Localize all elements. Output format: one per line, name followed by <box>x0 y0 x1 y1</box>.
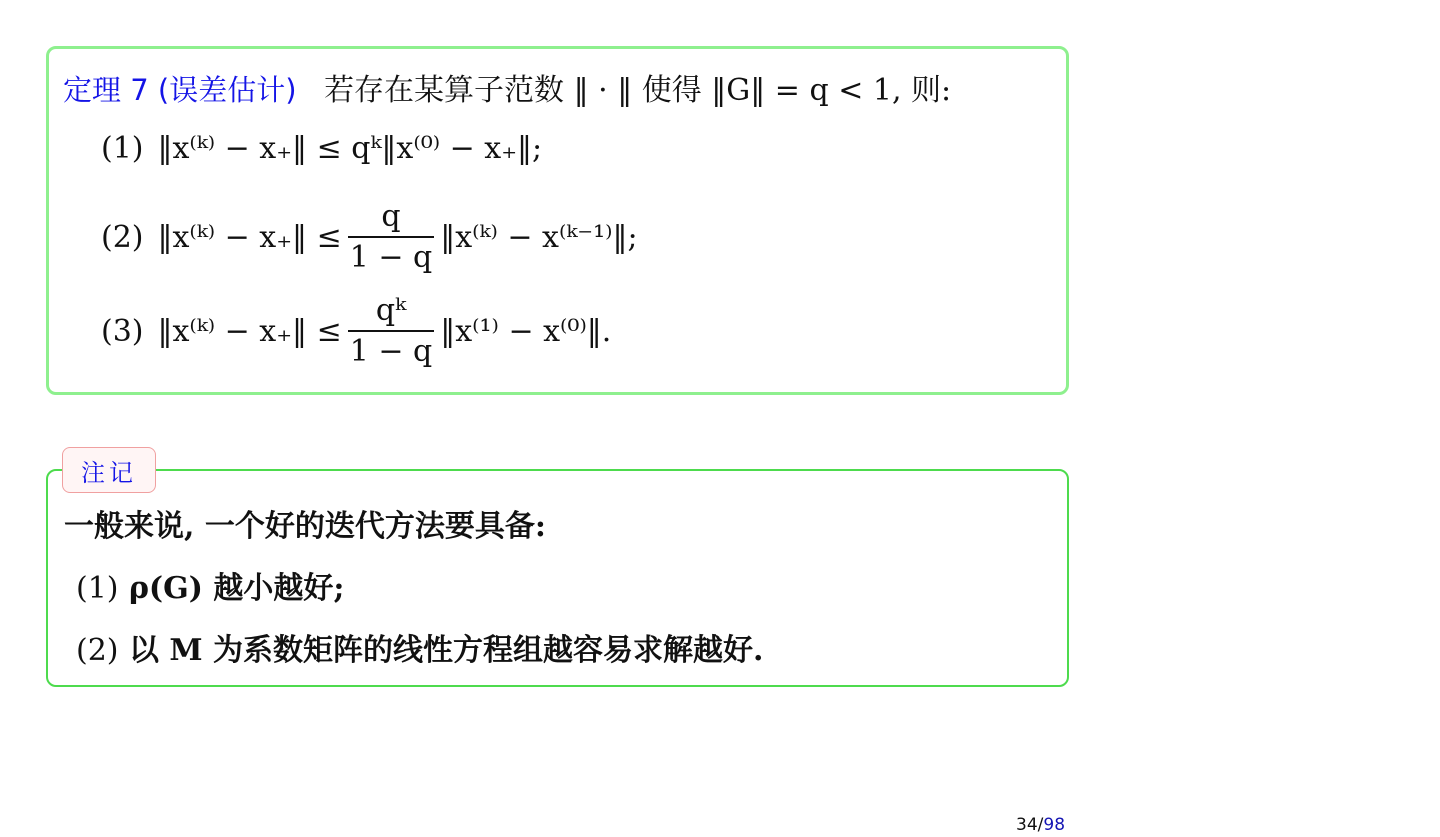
item-number: (2) <box>76 633 119 668</box>
formula-2-rhs: ‖x⁽ᵏ⁾ − x⁽ᵏ⁻¹⁾‖; <box>440 219 638 255</box>
page-separator: / <box>1037 815 1044 835</box>
item-number: (1) <box>76 571 119 606</box>
remark-item-1-text: ρ(G) 越小越好; <box>128 571 345 606</box>
formula-1: ‖x⁽ᵏ⁾ − x₊‖ ≤ qᵏ‖x⁽⁰⁾ − x₊‖; <box>157 131 543 166</box>
current-page: 34 <box>1016 815 1038 835</box>
theorem-heading <box>63 65 951 109</box>
remark-item-1 <box>76 563 344 607</box>
remark-box <box>46 469 1069 687</box>
theorem-box <box>46 46 1069 395</box>
theorem-statement: 若存在某算子范数 ‖ · ‖ 使得 ‖G‖ = q < 1, 则: <box>324 73 952 108</box>
item-number: (2) <box>101 219 144 255</box>
formula-2-lhs: ‖x⁽ᵏ⁾ − x₊‖ ≤ <box>157 219 342 255</box>
remark-item-2-text: 以 M 为系数矩阵的线性方程组越容易求解越好. <box>128 633 764 668</box>
theorem-item-3 <box>101 293 611 369</box>
theorem-item-2 <box>101 199 638 275</box>
formula-2-fraction <box>348 199 435 275</box>
page-counter <box>1016 815 1065 835</box>
fraction-denominator: 1 − q <box>348 236 435 275</box>
theorem-item-1 <box>101 131 542 166</box>
formula-3-lhs: ‖x⁽ᵏ⁾ − x₊‖ ≤ <box>157 313 342 349</box>
fraction-denominator: 1 − q <box>348 330 435 369</box>
item-number: (1) <box>101 131 144 166</box>
theorem-title: 定理 7 (误差估计) <box>63 73 297 107</box>
remark-tab-label: 注记 <box>62 447 156 493</box>
remark-intro: 一般来说, 一个好的迭代方法要具备: <box>64 509 546 544</box>
total-pages-link[interactable]: 98 <box>1043 815 1066 835</box>
item-number: (3) <box>101 313 144 349</box>
fraction-numerator: qᵏ <box>375 293 407 328</box>
formula-3-rhs: ‖x⁽¹⁾ − x⁽⁰⁾‖. <box>440 313 612 349</box>
remark-item-2 <box>76 625 764 669</box>
formula-3-fraction <box>348 293 435 369</box>
fraction-numerator: q <box>381 199 401 234</box>
